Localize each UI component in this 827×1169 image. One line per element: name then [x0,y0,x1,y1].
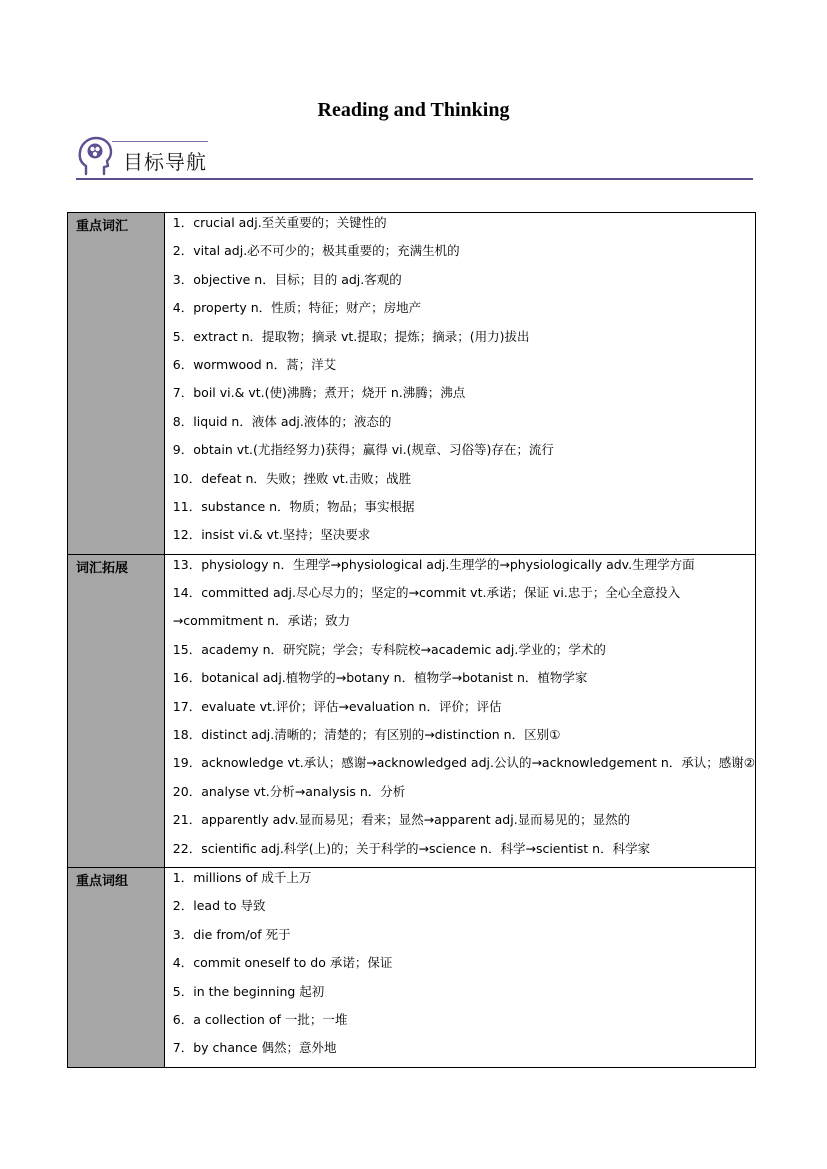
vocabulary-table [67,212,756,1068]
category-cell: 重点词汇 [68,213,165,555]
category-cell: 词汇拓展 [68,554,165,867]
list-item: 5．extract n．提取物；摘录 vt.提取；提炼；摘录；(用力)拔出 [172,328,530,344]
list-item: 9．obtain vt.(尤指经努力)获得；赢得 vi.(规章、习俗等)存在；流行 [172,442,554,458]
table-row [68,867,756,1067]
list-item: 2．vital adj.必不可少的；极其重要的；充满生机的 [172,243,460,259]
list-item: 6．wormwood n．蒿；洋艾 [172,356,337,372]
list-item: 22．scientific adj.科学(上)的；关于科学的→science n．科学→scientist n．科学家 [172,840,651,856]
list-item: 14．committed adj.尽心尽力的；坚定的→commit vt.承诺；保证 vi.忠于；全心全意投入 [172,585,681,601]
list-item: 17．evaluate vt.评价；评估→evaluation n．评价；评估 [172,698,502,714]
section-header-label: 目标导航 [123,150,207,174]
items-cell [164,554,755,867]
list-item: 21．apparently adv.显而易见；看来；显然→apparent adj.显而易见的；显然的 [172,812,631,828]
list-item: 1．millions of 成千上万 [172,869,312,885]
list-item: 19．acknowledge vt.承认；感谢→acknowledged adj.公认的→acknowledgement n．承认；感谢② [172,755,755,771]
list-item: 3．objective n．目标；目的 adj.客观的 [172,271,402,287]
list-item: 18．distinct adj.清晰的；清楚的；有区别的→distinction n．区别① [172,727,561,743]
table-row [68,213,756,555]
list-item: 4．property n．性质；特征；财产；房地产 [172,300,422,316]
list-item: 8．liquid n．液体 adj.液体的；液态的 [172,413,392,429]
list-item: 4．commit oneself to do 承诺；保证 [172,955,393,971]
category-cell: 重点词组 [68,867,165,1067]
list-item: 7．by chance 偶然；意外地 [172,1040,337,1056]
header-rule [76,178,753,180]
list-item: 13．physiology n．生理学→physiological adj.生理学的→physiologically adv.生理学方面 [172,556,695,572]
list-item: 7．boil vi.& vt.(使)沸腾；煮开；烧开 n.沸腾；沸点 [172,385,466,401]
section-header-goal-navigation [76,136,753,180]
list-item: 2．lead to 导致 [172,898,266,914]
table-row [68,554,756,867]
list-item: 15．academy n．研究院；学会；专科院校→academic adj.学业的；学术的 [172,641,606,657]
page-title: Reading and Thinking [317,99,510,121]
list-item: 1．crucial adj.至关重要的；关键性的 [172,215,387,230]
list-item: 10．defeat n．失败；挫败 vt.击败；战胜 [172,470,412,486]
list-item: 20．analyse vt.分析→analysis n．分析 [172,783,406,799]
head-brain-icon [78,136,114,176]
list-item: →commitment n．承诺；致力 [172,613,351,629]
header-top-rule [112,141,208,142]
list-item: 5．in the beginning 起初 [172,983,325,999]
list-item: 16．botanical adj.植物学的→botany n．植物学→botanist n．植物学家 [172,670,588,686]
items-cell [164,213,755,555]
items-cell [164,867,755,1067]
list-item: 11．substance n．物质；物品；事实根据 [172,498,415,514]
list-item: 6．a collection of 一批；一堆 [172,1011,348,1027]
list-item: 12．insist vi.& vt.坚持；坚决要求 [172,527,371,543]
list-item: 3．die from/of 死于 [172,926,291,942]
